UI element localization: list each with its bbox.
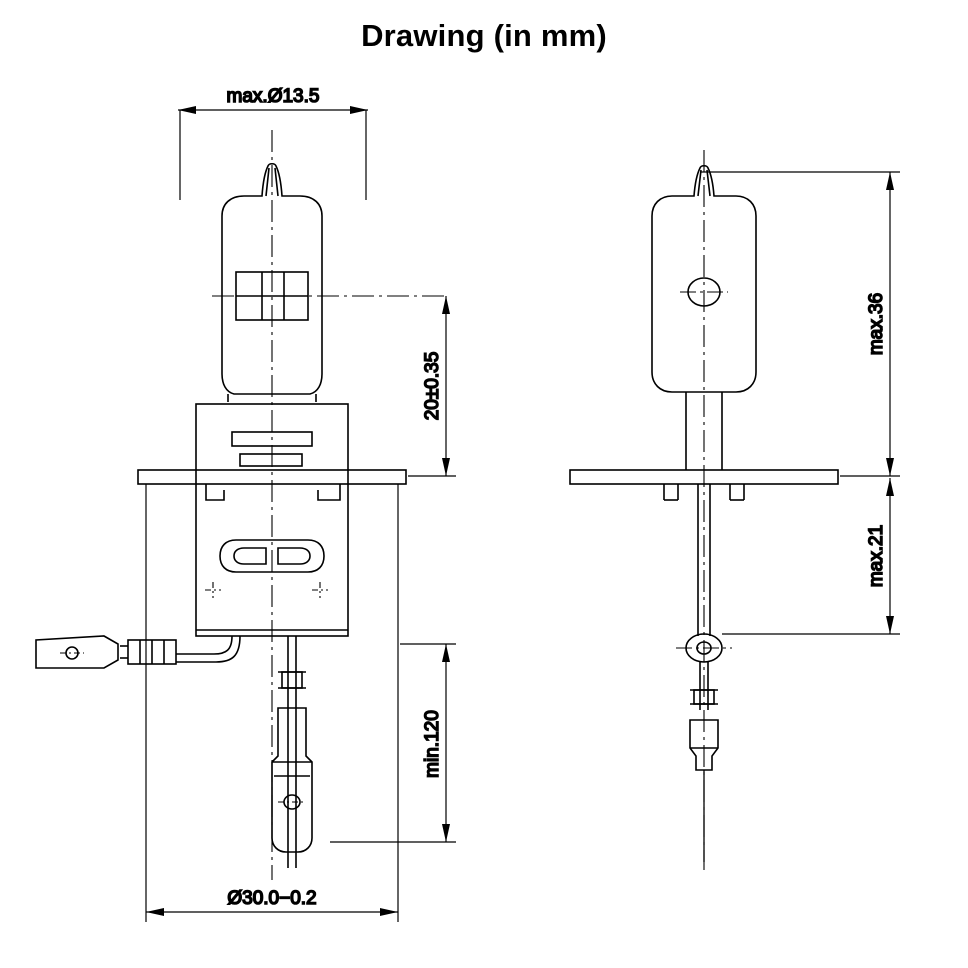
bottom-connector-shell xyxy=(272,708,312,852)
dimension-lead-length-label: min.120 xyxy=(422,710,443,778)
dimension-bulb-diameter xyxy=(178,106,368,200)
flange-notch-left xyxy=(206,484,224,500)
front-view xyxy=(36,86,456,922)
page-title: Drawing (in mm) xyxy=(361,18,607,53)
spade-terminal xyxy=(36,636,118,668)
spade-terminal-hole xyxy=(60,647,84,659)
dimension-overall-height-label: max.36 xyxy=(866,292,887,356)
dimension-bulb-diameter-label: max.Ø13.5 xyxy=(226,86,320,107)
flange-notch-right xyxy=(318,484,340,500)
side-view xyxy=(570,150,900,870)
base-cross-mark-left xyxy=(205,582,221,598)
dimension-light-center-length-label: 20±0.35 xyxy=(422,351,443,421)
dimension-flange-diameter-label: Ø30.0−0.2 xyxy=(227,888,317,909)
ground-wire xyxy=(176,636,232,654)
base-cross-mark-right xyxy=(312,582,328,598)
base-oval-inner-left xyxy=(234,548,266,564)
bottom-connector-hole xyxy=(278,795,306,809)
dimension-height-below-flange-label: max.21 xyxy=(866,524,887,588)
base-contact-bar-lower xyxy=(240,454,302,466)
lead-bead xyxy=(282,672,302,688)
ground-wire-lower xyxy=(176,636,240,662)
base-oval-inner-right xyxy=(278,548,310,564)
